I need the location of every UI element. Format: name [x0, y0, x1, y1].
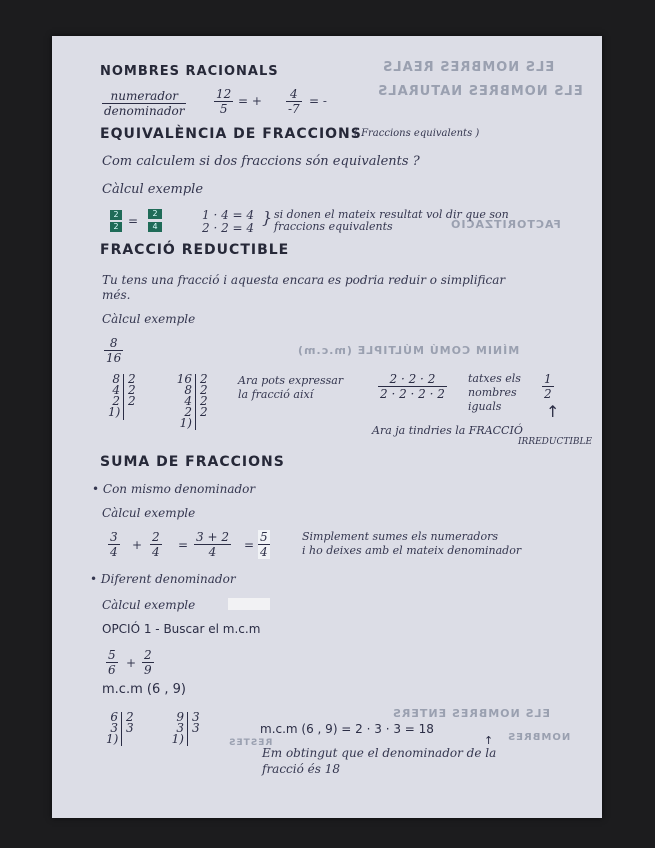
highlighted-number: 2 [110, 210, 122, 220]
arrow-up-icon: ↑ [546, 402, 560, 421]
body-text: la fracció així [238, 388, 314, 401]
explanation-text: si donen el mateix resultat vol dir que son [274, 208, 509, 221]
fraction: $\frac{3 + 2}{4}$ [196, 530, 229, 559]
divisor-column: 2 2 2 2 [200, 372, 208, 419]
ghost-text: ELS NOMBRES REALS [382, 60, 555, 75]
fraction: $\frac{5}{6}$ [108, 648, 116, 677]
body-text: Tu tens una fracció i aquesta encara es podria reduir o simplificar [102, 273, 506, 287]
equals-sign: = [128, 214, 139, 228]
equals-sign: = [178, 538, 189, 552]
body-text: Ara pots expressar [238, 374, 344, 387]
example-label: Càlcul exemple [102, 506, 196, 520]
plus-sign: + [126, 656, 137, 670]
divider [123, 374, 124, 420]
body-text: més. [102, 288, 131, 302]
body-text: IRREDUCTIBLE [518, 437, 593, 447]
highlighted-number: 4 [148, 222, 162, 232]
section-title: FRACCIÓ REDUCTIBLE [100, 242, 290, 258]
ghost-text: NOMBRES [507, 732, 571, 743]
highlighted-number: 2 [110, 222, 122, 232]
body-text: nombres [468, 386, 517, 399]
explanation-text: fraccions equivalents [274, 220, 393, 233]
fraction: $\frac{2}{9}$ [144, 648, 152, 677]
fraction: $\frac{12}{5}$ [216, 87, 232, 116]
factor-column: 16 8 4 2 1) [176, 372, 192, 430]
option-heading: OPCIÓ 1 - Buscar el m.c.m [102, 622, 261, 636]
factor-column: 8 4 2 1) [108, 372, 121, 419]
example-label: Càlcul exemple [102, 182, 204, 197]
equals-sign: = [244, 538, 255, 552]
ghost-text: RESTES [228, 738, 273, 748]
calc-line: 2 · 2 = 4 [202, 221, 255, 235]
divisor-column: 3 3 [192, 710, 200, 735]
fraction: $\frac{8}{16}$ [106, 336, 122, 365]
conclusion-text: Em obtingut que el denominador de la [262, 746, 497, 760]
section-subtitle: ( Fraccions equivalents ) [354, 128, 480, 139]
calc-line: 1 · 4 = 4 [202, 208, 255, 222]
bullet-text: • Con mismo denominador [92, 482, 256, 496]
explanation-text: Simplement sumes els numeradors [302, 530, 498, 543]
example-label: Càlcul exemple [102, 312, 196, 326]
body-text: Ara ja tindries la FRACCIÓ [372, 424, 523, 437]
fraction-result: $\frac{1}{2}$ [544, 372, 552, 401]
ghost-text: ELS NOMBRES NATURALS [377, 84, 583, 99]
fraction-definition: numerador denominador [104, 89, 185, 118]
redaction-mark [228, 598, 270, 610]
notebook-page [52, 36, 602, 818]
divisor-column: 2 2 2 [128, 372, 136, 408]
ghost-text: ELS NOMBRES ENTERS [392, 707, 551, 720]
factor-column: 6 3 1) [106, 710, 119, 746]
divider [195, 374, 196, 430]
mcm-result: m.c.m (6 , 9) = 2 · 3 · 3 = 18 [260, 722, 434, 736]
section-title: SUMA DE FRACCIONS [100, 454, 285, 470]
plus-sign: + [132, 538, 143, 552]
body-text: tatxes els [468, 372, 521, 385]
example-label: Càlcul exemple [102, 598, 196, 612]
question-text: Com calculem si dos fraccions són equivalents ? [102, 154, 420, 169]
fraction: $\frac{5}{4}$ [260, 530, 268, 559]
divider [121, 712, 122, 746]
fraction: $\frac{3}{4}$ [110, 530, 118, 559]
ghost-text: MÍNIM COMÚ MÚLTIPLE (m.c.m) [297, 344, 520, 357]
explanation-text: i ho deixes amb el mateix denominador [302, 544, 522, 557]
sign-text: = - [309, 94, 327, 108]
divider [187, 712, 188, 746]
bullet-text: • Diferent denominador [90, 572, 236, 586]
section-title: EQUIVALÈNCIA DE FRACCIONS [100, 126, 362, 142]
conclusion-text: fracció és 18 [262, 762, 340, 776]
body-text: iguals [468, 400, 502, 413]
fraction-factored: $\frac{2 \cdot 2 \cdot 2}{2 \cdot 2 \cdot 2 \cdot 2}$ [380, 372, 445, 401]
section-title: NOMBRES RACIONALS [100, 64, 279, 79]
fraction: $\frac{4}{-7}$ [288, 87, 300, 116]
factor-column: 9 3 1) [171, 710, 184, 746]
highlighted-number: 2 [148, 209, 162, 219]
fraction: $\frac{2}{4}$ [152, 530, 160, 559]
sign-text: = + [238, 94, 262, 108]
ghost-text: FACTORITZACIÓ [450, 218, 561, 231]
arrow-up-icon: ↑ [484, 734, 494, 747]
brace: } [262, 208, 273, 227]
divisor-column: 2 3 [126, 710, 134, 735]
mcm-heading: m.c.m (6 , 9) [102, 682, 186, 697]
